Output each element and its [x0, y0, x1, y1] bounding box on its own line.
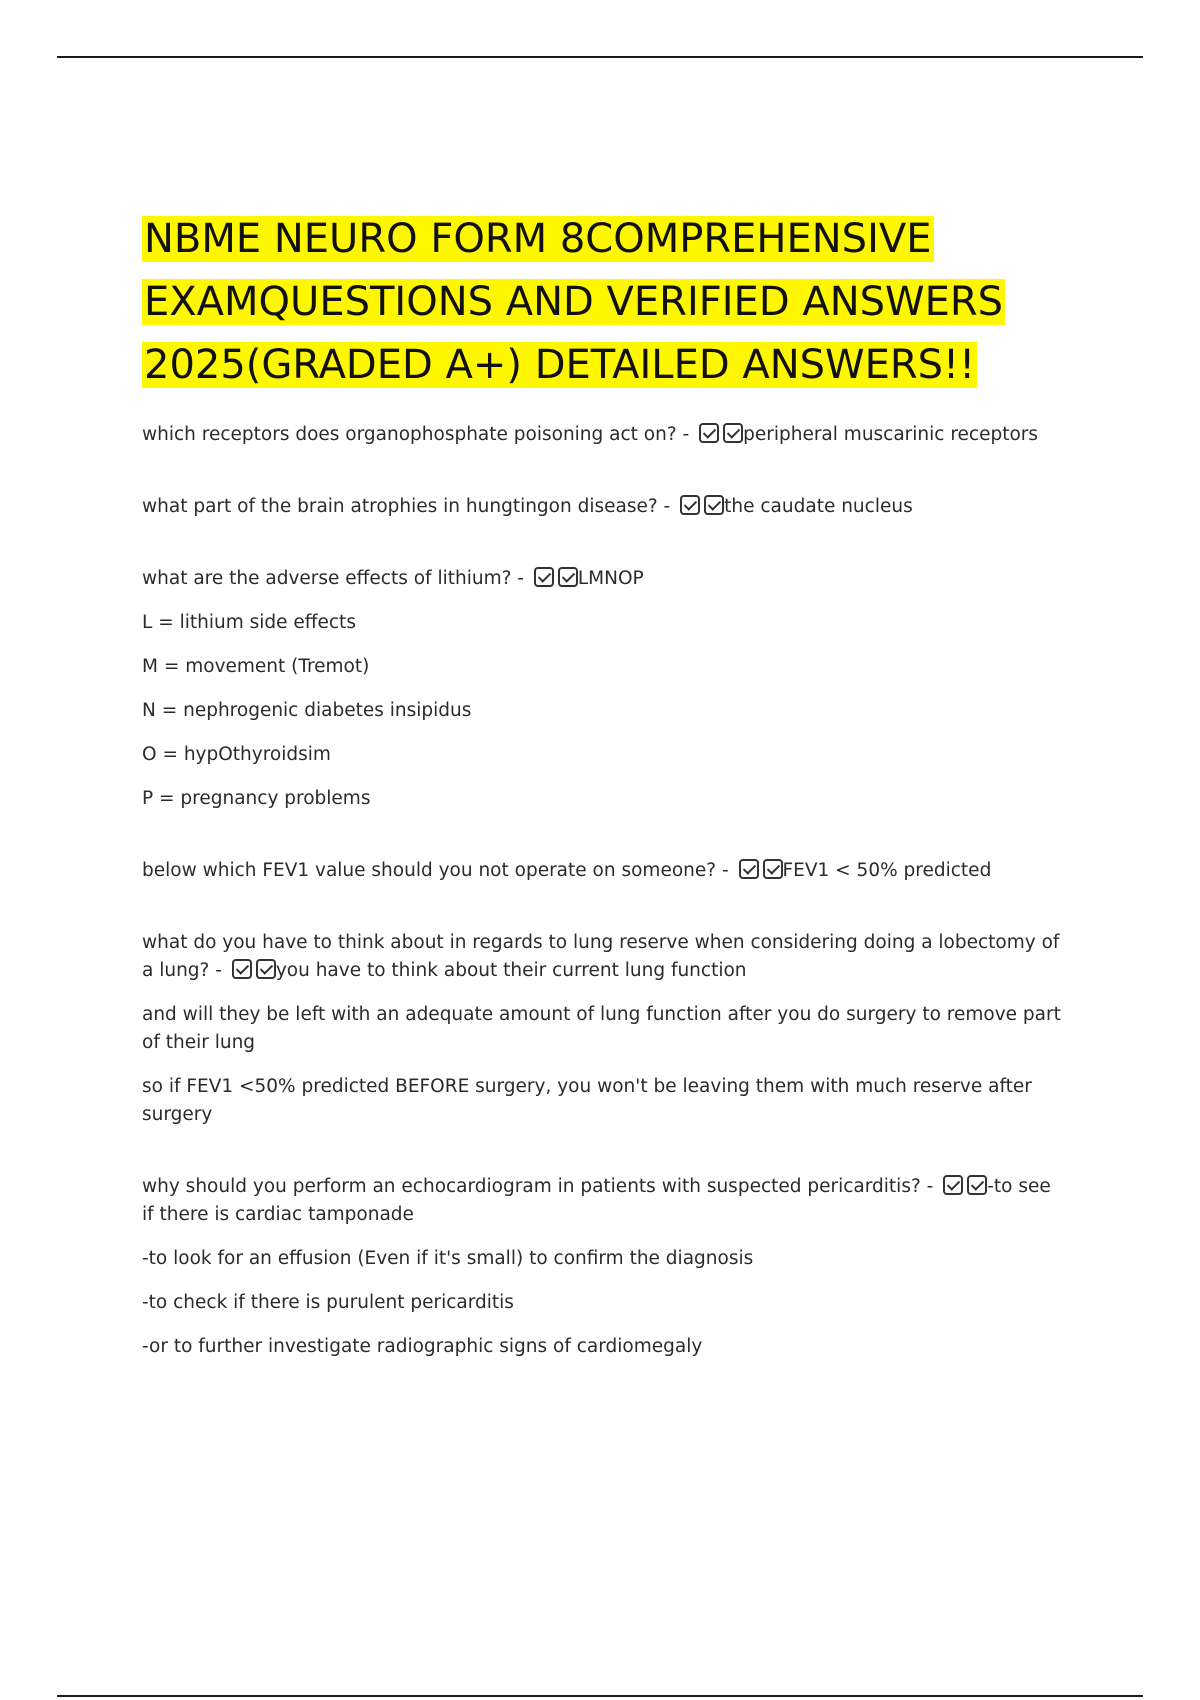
qa-question-line	[142, 929, 1062, 985]
answer-detail-line: -or to further investigate radiographic signs of cardiomegaly	[142, 1336, 703, 1357]
check-box-icon	[534, 567, 554, 587]
answer-detail-line: P = pregnancy problems	[142, 788, 371, 809]
qa-question-line	[142, 493, 1062, 521]
check-box-icon	[943, 1175, 963, 1195]
check-box-icon	[763, 859, 783, 879]
top-rule	[57, 56, 1143, 58]
qa-question-line	[142, 421, 1062, 449]
check-box-icon	[699, 423, 719, 443]
qa-item	[142, 565, 1062, 813]
qa-list	[142, 421, 1062, 1361]
answer-detail-line: -to look for an effusion (Even if it's small) to confirm the diagnosis	[142, 1248, 754, 1269]
bottom-rule	[57, 1695, 1143, 1697]
document-body	[142, 208, 1062, 1405]
answer-detail-line: -to check if there is purulent pericarditis	[142, 1292, 514, 1313]
qa-item	[142, 493, 1062, 521]
question-text: which receptors does organophosphate poisoning act on? -	[142, 424, 690, 445]
check-box-icon	[232, 959, 252, 979]
answer-detail-line: O = hypOthyroidsim	[142, 744, 331, 765]
answer-text: LMNOP	[577, 568, 644, 589]
answer-detail-line: M = movement (Tremot)	[142, 656, 370, 677]
document-title: NBME NEURO FORM 8COMPREHENSIVE EXAMQUESTIONS AND VERIFIED ANSWERS 2025(GRADED A+) DETAILED ANSWERS!!	[144, 216, 1004, 388]
qa-item	[142, 421, 1062, 449]
question-text: why should you perform an echocardiogram in patients with suspected pericarditis? -	[142, 1176, 934, 1197]
check-box-icon	[256, 959, 276, 979]
check-box-icon	[739, 859, 759, 879]
answer-detail-line: N = nephrogenic diabetes insipidus	[142, 700, 472, 721]
check-box-icon	[680, 495, 700, 515]
qa-item	[142, 929, 1062, 1129]
qa-item	[142, 857, 1062, 885]
answer-detail-line: and will they be left with an adequate amount of lung function after you do surgery to remove part of their lung	[142, 1004, 1061, 1053]
qa-question-line	[142, 857, 1062, 885]
question-text: below which FEV1 value should you not operate on someone? -	[142, 860, 729, 881]
question-text: what part of the brain atrophies in hungtingon disease? -	[142, 496, 671, 517]
qa-item	[142, 1173, 1062, 1361]
answer-text: FEV1 < 50% predicted	[782, 860, 992, 881]
question-text: what do you have to think about in regards to lung reserve when considering doing a lobectomy of a lung? -	[142, 932, 1060, 981]
answer-text: you have to think about their current lung function	[275, 960, 747, 981]
check-box-icon	[558, 567, 578, 587]
qa-question-line	[142, 565, 1062, 593]
question-text: what are the adverse effects of lithium? -	[142, 568, 524, 589]
check-box-icon	[723, 423, 743, 443]
qa-question-line	[142, 1173, 1062, 1229]
answer-text: -to see if there is cardiac tamponade	[142, 1176, 1051, 1225]
answer-text: the caudate nucleus	[724, 496, 913, 517]
check-box-icon	[704, 495, 724, 515]
answer-text: peripheral muscarinic receptors	[743, 424, 1039, 445]
answer-detail-line: so if FEV1 <50% predicted BEFORE surgery, you won't be leaving them with much reserve after surgery	[142, 1076, 1032, 1125]
check-box-icon	[967, 1175, 987, 1195]
answer-detail-line: L = lithium side effects	[142, 612, 356, 633]
